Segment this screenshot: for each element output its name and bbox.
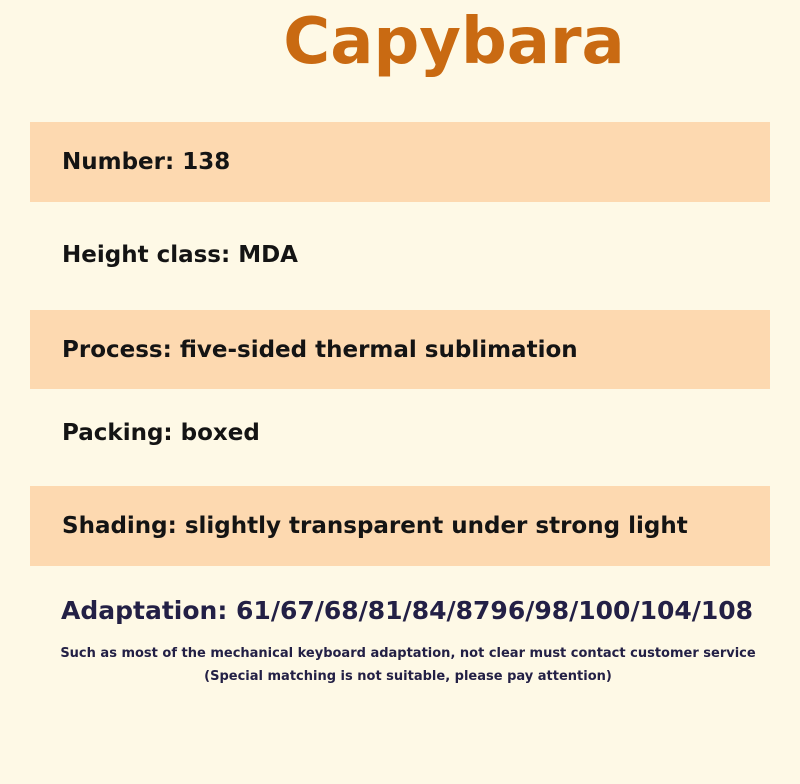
spec-number-label: Number: 138 [62,149,231,175]
spec-row-shading [30,486,770,566]
spec-row-height-class [30,215,770,295]
spec-packing-label: Packing: boxed [62,420,260,446]
spec-row-packing [30,395,770,471]
special-matching-note: (Special matching is not suitable, please pay attention) [204,669,612,684]
spec-process-label: Process: five-sided thermal sublimation [62,336,578,363]
adaptation-note: Such as most of the mechanical keyboard adaptation, not clear must contact customer service [60,646,756,661]
spec-shading-label: Shading: slightly transparent under strong light [62,513,688,539]
adaptation-heading: Adaptation: 61/67/68/81/84/8796/98/100/104/108 [61,596,754,625]
spec-row-process [30,310,770,389]
spec-row-number [30,122,770,202]
spec-height-class-label: Height class: MDA [62,242,298,268]
product-title: Capybara [283,5,625,79]
